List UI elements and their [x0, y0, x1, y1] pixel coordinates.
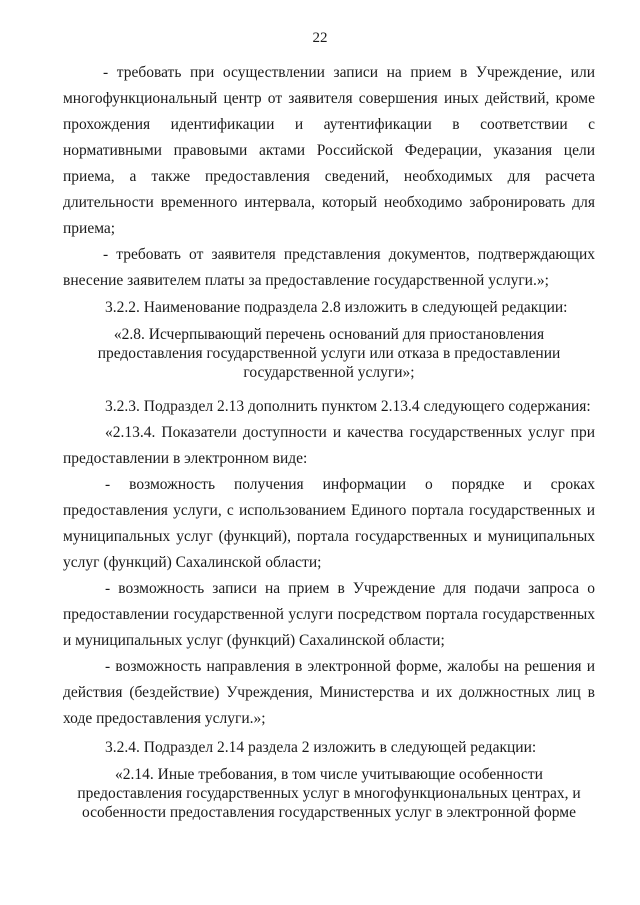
page-number: 22: [312, 30, 328, 46]
paragraph-requirement-payment-docs: - требовать от заявителя представления документов, подтверждающих внесение заявителем платы за предоставление государственной услуги.»;: [63, 246, 595, 289]
paragraph-2-13-4: «2.13.4. Показатели доступности и качества государственных услуг при предоставлении в электронном виде:: [63, 424, 595, 467]
paragraph-complaint-submission: - возможность направления в электронной форме, жалобы на решения и действия (бездействие) Учреждения, Министерства и их должностных лиц в ходе предоставления услуги.»;: [63, 658, 595, 727]
paragraph-requirement-appointment: - требовать при осуществлении записи на прием в Учреждение, или многофункциональный центр от заявителя совершения иных действий, кроме прохождения идентификации и аутентификации в соответствии с нормативными правовыми актами Российской Федерации, указания цели приема, а также предоставления сведений, необходимых для расчета длительности временного интервала, который необходимо забронировать для приема;: [63, 64, 595, 237]
paragraph-3-2-4: 3.2.4. Подраздел 2.14 раздела 2 изложить в следующей редакции:: [105, 739, 537, 756]
quote-section-2-14: «2.14. Иные требования, в том числе учитывающие особенности предоставления государственных услуг в многофункциональных центрах, и особенности предоставления государственных услуг в электронной форме: [77, 766, 581, 821]
document-body: [63, 60, 595, 822]
quote-section-2-8: «2.8. Исчерпывающий перечень оснований для приостановления предоставления государственной услуги или отказа в предоставлении государственной услуги»;: [97, 326, 561, 381]
paragraph-info-access: - возможность получения информации о порядке и сроках предоставления услуги, с использованием Единого портала государственных и муниципальных услуг (функций), портала государственных и муниципальных услуг (функций) Сахалинской области;: [63, 476, 595, 571]
paragraph-3-2-2: 3.2.2. Наименование подраздела 2.8 изложить в следующей редакции:: [105, 299, 568, 316]
paragraph-3-2-3: 3.2.3. Подраздел 2.13 дополнить пунктом 2.13.4 следующего содержания:: [105, 398, 591, 415]
paragraph-appointment-booking: - возможность записи на прием в Учреждение для подачи запроса о предоставлении государственной услуги посредством портала государственных и муниципальных услуг (функций) Сахалинской области;: [63, 580, 595, 649]
